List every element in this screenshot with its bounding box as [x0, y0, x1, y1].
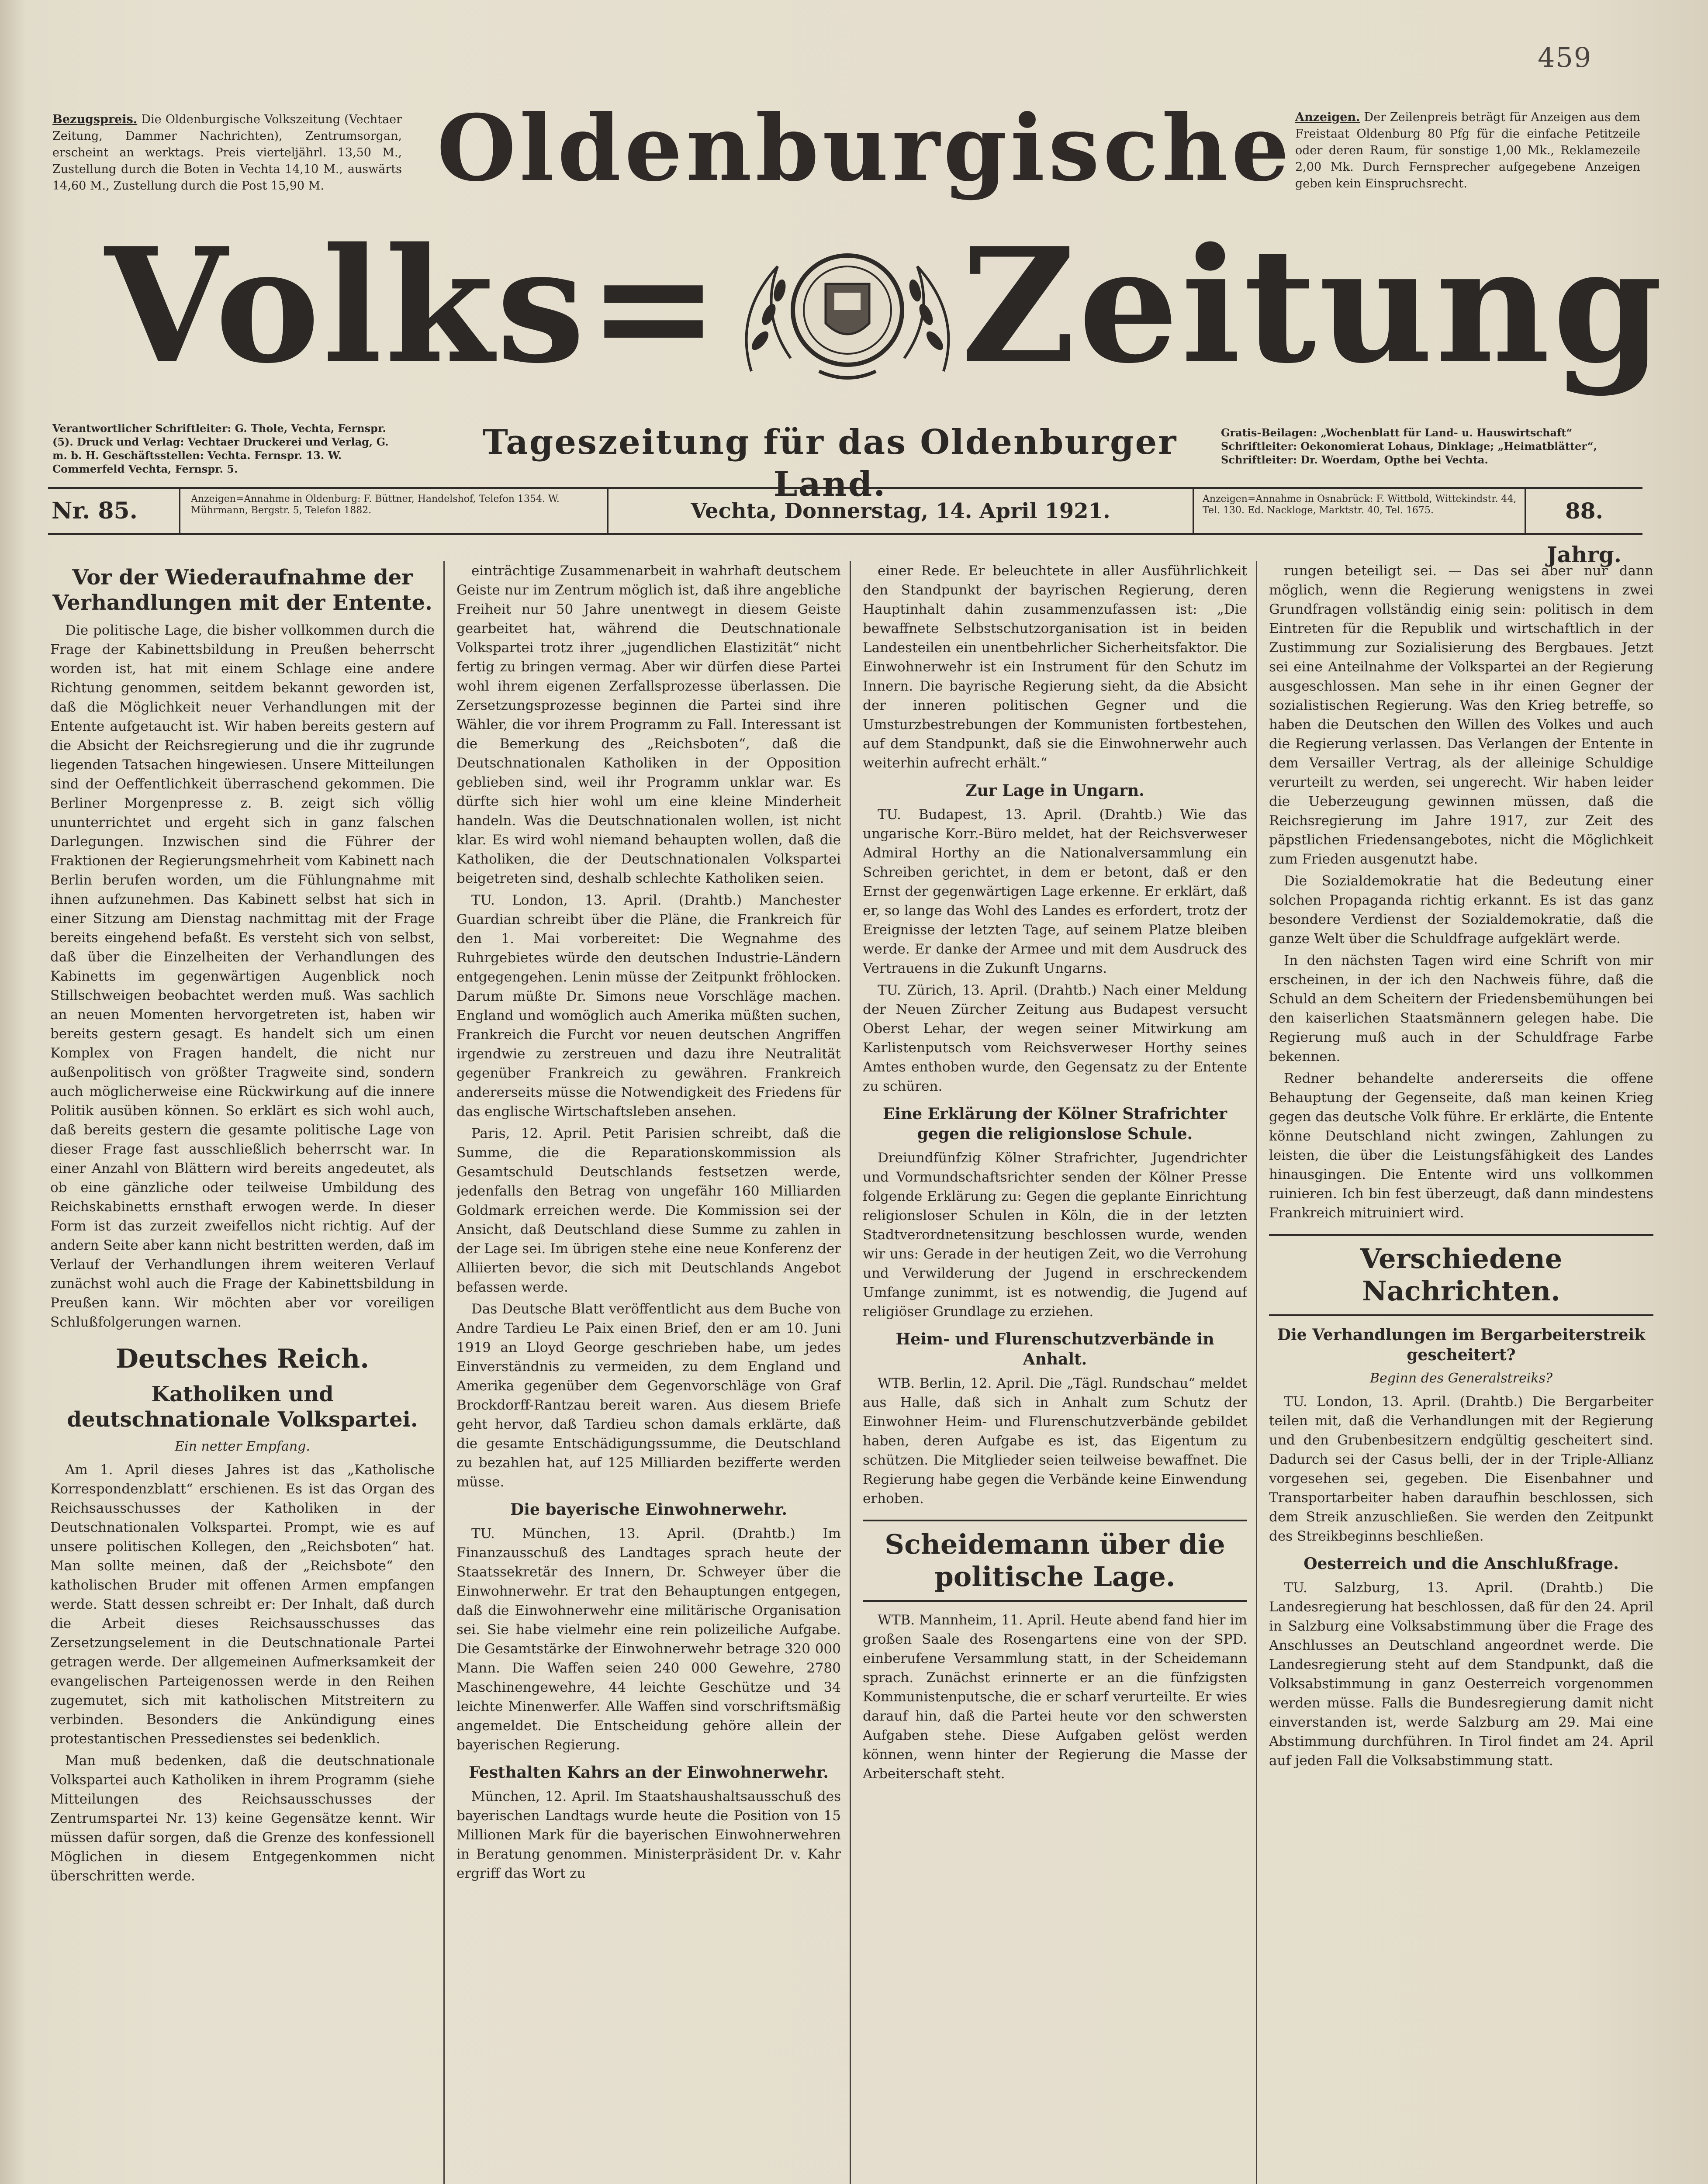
article-paragraph: WTB. Berlin, 12. April. Die „Tägl. Rundschau“ meldet aus Halle, daß sich in Anhalt zum Schutz der Einwohner Heim- und Flurenschutzverbände gebildet haben, deren Aufgabe es ist, das Eigentum zu schützen. Die Mitglieder seien teilweise bewaffnet. Die Regierung habe gegen die Verbände keine Einwendung erhoben. — [863, 1375, 1247, 1507]
article-paragraph: Dreiundfünfzig Kölner Strafrichter, Jugendrichter und Vormundschaftsrichter senden der Kölner Presse folgende Erklärung zu: Gegen die geplante Einrichtung religionsloser Schulen in Köln, die in der letzten Stadtverordnetensitzung beschlossen wurde, wenden wir uns: Gerade in der heutigen Zeit, wo die Verrohung und Verwilderung der Jugend in erschreckendem Umfange zunimmt, ist es notwendig, die Jugend auf religiöser Grundlage zu erziehen. — [863, 1150, 1247, 1320]
article-paragraph: Am 1. April dieses Jahres ist das „Katholische Korrespondenzblatt“ erschienen. Es ist das Organ des Reichsausschusses der Katholiken in der Deutschnationalen Volkspartei. Prompt, wie es auf unsere politischen Kollegen, den „Reichsboten“ hat. Man sollte meinen, daß der „Reichsbote“ den katholischen Bruder mit offenen Armen empfangen werde. Statt dessen schreibt er: Der Inhalt, daß durch die Arbeit dieses Reichsausschusses das Zersetzungselement in die Deutschnationale Partei getragen werde. Der allgemeinen Aufmerksamkeit der evangelischen Parteigenossen werde in den Reihen zugemutet, sich mit katholischen Mitstreitern zu verbinden. Besonders die Ankündigung eines protestantischen Pressedienstes sei bedenklich. — [50, 1462, 435, 1747]
article-paragraph: Man muß bedenken, daß die deutschnationale Volkspartei auch Katholiken in ihrem Programm (siehe Mitteilungen des Reichsausschusses der Zentrumspartei Nr. 13) keine Gegensätze kennt. Wir müssen dafür sorgen, daß die Grenze des konfessionell Möglichen in diesem Entgegenkommen nicht überschritten werde. — [50, 1753, 435, 1884]
column-3 — [863, 561, 1247, 2184]
article-headline: Heim- und Flurenschutzverbände in Anhalt. — [895, 1330, 1214, 1368]
article-paragraph: Die Sozialdemokratie hat die Bedeutung einer solchen Propaganda richtig erkannt. Es ist das ganz besondere Verdienst der Sozialdemokratie, daß die ganze Welt über die Schuldfrage aufgeklärt werde. — [1269, 873, 1653, 947]
article-paragraph: München, 12. April. Im Staatshaushaltsausschuß des bayerischen Landtags wurde heute die Position von 15 Millionen Mark für die bayerischen Einwohnerwehren in Beratung genommen. Ministerpräsident Dr. v. Kahr ergriff das Wort zu — [456, 1789, 841, 1881]
ad-acceptance-oldenburg: Anzeigen=Annahme in Oldenburg: F. Büttner, Handelshof, Telefon 1354. W. Mührmann, Bergstr. 5, Telefon 1882. — [179, 489, 607, 533]
column-2 — [456, 561, 841, 2184]
section-heading: Deutsches Reich. — [115, 1344, 370, 1374]
ads-text: Der Zeilenpreis beträgt für Anzeigen aus dem Freistaat Oldenburg 80 Pfg für die einfache Petitzeile oder deren Raum, für sonstige 1,00 Mk., Reklamezeile 2,00 Mk. Durch Fernsprecher aufgegebene Anzeigen geben kein Einspruchsrecht. — [1295, 111, 1640, 190]
page-number: 459 — [1538, 41, 1592, 73]
article-paragraph: TU. London, 13. April. (Drahtb.) Die Bergarbeiter teilen mit, daß die Verhandlungen mit der Regierung und den Grubenbesitzern endgültig gescheitert sind. Dadurch sei der Casus belli, der in der Triple-Allianz vorgesehen sei, gegeben. Die Eisenbahner und Transportarbeiter haben daraufhin beschlossen, sich dem Streik anzuschließen. Sie werden den Zeitpunkt des Streikbeginns beschließen. — [1269, 1394, 1653, 1544]
masthead-title-top: Oldenburgische — [437, 95, 1293, 202]
article-paragraph: einer Rede. Er beleuchtete in aller Ausführlichkeit den Standpunkt der bayrischen Regierung, deren Hauptinhalt dahin zusammenzufassen ist: „Die bewaffnete Selbstschutzorganisation ist in beiden Landesteilen ein unentbehrlicher Sicherheitsfaktor. Die Einwohnerwehr ist ein Instrument für den Schutz im Innern. Die bayrische Regierung sieht, da die Absicht der inneren politischen Gegner und die Umsturzbestrebungen der Kommunisten fortbestehen, auf dem Standpunkt, daß sie die Einwohnerwehr auch weiterhin aufrecht erhält.“ — [863, 563, 1247, 771]
subscription-price-box — [52, 111, 402, 194]
article-paragraph: TU. München, 13. April. (Drahtb.) Im Finanzausschuß des Landtages sprach heute der Staatssekretär des Innern, Dr. Schweyer über die Einwohnerwehr. Er trat den Behauptungen entgegen, daß die Einwohnerwehr eine militärische Organisation sei. Sie habe vielmehr eine rein polizeiliche Aufgabe. Die Gesamtstärke der Einwohnerwehr betrage 320 000 Mann. Die Waffen seien 240 000 Gewehre, 2780 Maschinengewehre, 44 leichte Geschütze und 34 leichte Minenwerfer. Alle Waffen sind vorschriftsmäßig angemeldet. Die Entscheidung gehöre allein der bayerischen Regierung. — [456, 1526, 841, 1753]
article-headline: Zur Lage in Ungarn. — [965, 781, 1144, 800]
article-headline: Festhalten Kahrs an der Einwohnerwehr. — [469, 1763, 829, 1782]
masthead-tagline: Tageszeitung für das Oldenburger Land. — [482, 422, 1178, 504]
article-paragraph: Die politische Lage, die bisher vollkommen durch die Frage der Kabinettsbildung in Preußen beherrscht worden ist, hat mit einem Schlage eine andere Richtung genommen, seitdem bekannt geworden ist, daß die Möglichkeit neuer Verhandlungen mit der Entente aufgetaucht ist. Wir haben bereits gestern auf die Absicht der Reichsregierung und die ihr zugrunde liegenden Tatsachen hingewiesen. Unsere Mitteilungen sind der Oeffentlichkeit überraschend gekommen. Die Berliner Morgenpresse z. B. zeigt sich völlig ununterrichtet und ergeht sich in ganz falschen Darlegungen. Inzwischen sind die Führer der Fraktionen der Regierungsmehrheit vom Kabinett nach Berlin berufen worden, um die Fühlungnahme mit ihnen aufzunehmen. Das Kabinett selbst hat sich in einer Sitzung am Dienstag nachmittag mit der Frage bereits eingehend befaßt. Es versteht sich von selbst, daß über die Einzelheiten der Verhandlungen des Kabinetts im gegenwärtigen Augenblick noch Stillschweigen beobachtet werden muß. Was sachlich an neuen Momenten hervorgetreten ist, haben wir bereits gestern gesagt. Es handelt sich um einen Komplex von Fragen handelt, die nicht nur außenpolitisch von größter Tragweite sind, sondern auch möglicherweise eine Rückwirkung auf die innere Politik ausüben können. So erklärt es sich wohl auch, daß bereits gestern die gesamte politische Lage von dieser Frage fast ausschließlich beherrscht war. In einer Anzahl von Blättern wird bereits angedeutet, als ob eine gänzliche oder teilweise Umbildung des Reichskabinetts ernsthaft erwogen werde. In dieser Form ist das zurzeit zweifellos nicht richtig. Auf der andern Seite aber kann nicht bestritten werden, daß im Verlauf der Verhandlungen ihrem weiteren Verlauf zunächst wohl auch die Frage der Kabinettsbildung in Preußen kann. Wir möchten aber vor voreiligen Schlußfolgerungen warnen. — [50, 622, 435, 1330]
masthead-title-right: Zeitung — [961, 213, 1666, 398]
advertisement-price-box — [1295, 109, 1640, 192]
column-4 — [1269, 561, 1653, 2184]
article-headline: Eine Erklärung der Kölner Strafrichter gegen die religionslose Schule. — [882, 1105, 1227, 1143]
article-headline-boxed: Scheidemann über die politische Lage. — [863, 1520, 1247, 1602]
editor-info: Verantwortlicher Schriftleiter: G. Thole, Vechta, Fernspr. (5). Druck und Verlag: Vechtaer Druckerei und Verlag, G. m. b. H. Geschäftsstellen: Vechta. Fernspr. 13. W. Commerfeld Vechta, Fernspr. 5. — [52, 422, 389, 475]
article-paragraph: In den nächsten Tagen wird eine Schrift von mir erscheinen, in der ich den Nachweis führe, daß die Schuld an dem Scheitern der Friedensbemühungen bei den kaiserlichen Staatsmännern gelegen habe. Die Regierung muß auch in der Schuldfrage Farbe bekennen. — [1269, 953, 1653, 1064]
article-paragraph: Redner behandelte andererseits die offene Behauptung der Gegenseite, daß man keinen Krieg gegen das deutsche Volk führe. Er erklärte, die Entente könne Deutschland nicht zwingen, Zahlungen zu leisten, die über die Leistungsfähigkeit des Landes hinausgingen. Die Entente wird uns vollkommen ruinieren. Ich bin fest überzeugt, daß dann mindestens Frankreich mitruiniert wird. — [1269, 1071, 1653, 1221]
article-headline: Vor der Wiederaufnahme der Verhandlungen mit der Entente. — [52, 565, 432, 615]
issue-date: Vechta, Donnerstag, 14. April 1921. — [607, 489, 1193, 533]
supplement-info: Gratis-Beilagen: „Wochenblatt für Land- u. Hauswirtschaft“ Schriftleiter: Oekonomierat Lohaus, Dinklage; „Heimatblätter“, Schriftleiter: Dr. Woerdam, Opthe bei Vechta. — [1221, 426, 1597, 466]
article-headline: Oesterreich und die Anschlußfrage. — [1303, 1555, 1619, 1573]
article-paragraph: TU. Zürich, 13. April. (Drahtb.) Nach einer Meldung der Neuen Zürcher Zeitung aus Budapest versucht Oberst Lehar, der wegen seiner Mitwirkung am Karlistenputsch vom Reichsverweser Horthy seines Amtes enthoben wurde, den Gegensatz zu der Entente zu schüren. — [863, 982, 1247, 1094]
masthead-title-left: Volks= — [105, 213, 722, 398]
section-heading-boxed: Verschiedene Nachrichten. — [1269, 1234, 1653, 1316]
article-paragraph: rungen beteiligt sei. — Das sei aber nur dann möglich, wenn die Regierung wenigstens in zwei Grundfragen vollständig einig sein: politisch in dem Eintreten für die Republik und wirtschaftlich in der Zustimmung zur Sozialisierung des Bergbaues. Jetzt sei eine Anteilnahme der Volkspartei an der Regierung ausgeschlossen. Man sehe in ihr einen Gegner der sozialistischen Regierung. Was den Krieg betreffe, so haben die Deutschen den Willen des Volkes und auch die Regierung verlassen. Das Verlangen der Entente in dem Versailler Vertrag, als der alleinige Schuldige verurteilt zu werden, sei ungerecht. Wir haben leider die Ueberzeugung gewinnen müssen, daß die Reichsregierung im Jahre 1917, zur Zeit des päpstlichen Friedensangebotes, nicht die Möglichkeit zum Frieden ausgenutzt habe. — [1269, 563, 1653, 867]
issue-number: Nr. 85. — [52, 498, 138, 524]
article-headline: Katholiken und deutschnationale Volkspartei. — [67, 1382, 418, 1432]
article-paragraph: einträchtige Zusammenarbeit in wahrhaft deutschem Geiste nur im Zentrum möglich ist, daß ihre angebliche Freiheit nur 50 Jahre unentwegt in diesem Geiste gearbeitet hat, während die Deutschnationale Volkspartei trotz ihrer „jugendlichen Elastizität“ nicht fertig zu bringen vermag. Aber wir dürfen diese Partei wohl ihrem eigenen Zerfallsprozesse überlassen. Die Zersetzungsprozesse beginnen die Partei sind ihre Wähler, die vor ihrem Programm zu Fall. Interessant ist die Bemerkung des „Reichsboten“, daß die Deutschnationalen Katholiken in der Opposition geblieben sind, weil ihr Programm unklar war. Es dürfte sich hier wohl um eine kleine Minderheit handeln. Was die Deutschnationalen wollen, ist nicht klar. Es wird wohl niemand behaupten wollen, daß die Katholiken, die der Deutschnationalen Volkspartei beigetreten sind, deshalb schlechte Katholiken seien. — [456, 563, 841, 886]
price-text: Die Oldenburgische Volkszeitung (Vechtaer Zeitung, Dammer Nachrichten), Zentrumsorgan, erscheint an werktags. Preis vierteljährl. 13,50 M., Zustellung durch die Boten in Vechta 14,10 M., auswärts 14,60 M., Zustellung durch die Post 15,90 M. — [52, 113, 402, 193]
price-label: Bezugspreis. — [52, 113, 138, 126]
column-rule — [443, 561, 445, 2184]
article-paragraph: Das Deutsche Blatt veröffentlicht aus dem Buche von Andre Tardieu Le Paix einen Brief, den er am 10. Juni 1919 an Lloyd George geschrieben habe, um jedes Einverständnis zu vermeiden, zu dem England und Amerika gegenüber dem Gegenvorschläge von Graf Brockdorff-Rantzau bereit waren. Aus diesem Briefe geht hervor, daß Tardieu schon damals erklärte, daß die gesamte Entschädigungssumme, die Deutschland zu bezahlen hat, auf 125 Milliarden bezifferte werden müsse. — [456, 1301, 841, 1490]
column-rule — [1256, 561, 1257, 2184]
article-subheading: Ein netter Empfang. — [175, 1439, 310, 1454]
column-1 — [50, 561, 435, 2184]
article-paragraph: TU. London, 13. April. (Drahtb.) Manchester Guardian schreibt über die Pläne, die Frankreich für den 1. Mai vorbereitet: Die Wegnahme des Ruhrgebietes würde den deutschen Industrie-Ländern entgegengehen. Lenin müsse der Zeitpunkt fröhlocken. Darum müßte Dr. Simons neue Vorschläge machen. England und womöglich auch Amerika müßten suchen, Frankreich die Furcht vor neuen deutschen Angriffen irgendwie zu zerstreuen und dazu ihre Neutralität gegenüber Frankreich zu gewähren. Frankreich andererseits müsse die Notwendigkeit des Friedens für das englische Wirtschaftsleben ansehen. — [456, 892, 841, 1120]
article-paragraph: Paris, 12. April. Petit Parisien schreibt, daß die Summe, die die Reparationskommission als Gesamtschuld Deutschlands festsetzen werde, jedenfalls den Betrag von ungefähr 160 Milliarden Goldmark erreichen werde. Die Kommission sei der Ansicht, daß Deutschland diese Summe zu zahlen in der Lage sei. Im übrigen stehe eine neue Konferenz der Alliierten bevor, die sich mit Deutschlands Angebot befassen werde. — [456, 1126, 841, 1295]
column-rule — [850, 561, 851, 2184]
article-headline: Die bayerische Einwohnerwehr. — [510, 1500, 787, 1519]
ads-label: Anzeigen. — [1295, 111, 1360, 124]
ad-acceptance-osnabrueck: Anzeigen=Annahme in Osnabrück: F. Wittbold, Wittekindstr. 44, Tel. 130. Ed. Nackloge, Marktstr. 40, Tel. 1675. — [1193, 489, 1525, 533]
volume-year: 88. Jahrg. — [1525, 489, 1642, 533]
article-paragraph: TU. Salzburg, 13. April. (Drahtb.) Die Landesregierung hat beschlossen, daß für den 24. April in Salzburg eine Volksabstimmung über die Frage des Anschlusses an Deutschland angeordnet werde. Die Landesregierung steht auf dem Standpunkt, daß die Volksabstimmung in ganz Oesterreich vorgenommen werden müsse. Falls die Bundesregierung damit nicht einverstanden ist, werde Salzburg am 29. Mai eine Abstimmung durchführen. In Tirol findet am 24. April auf jeden Fall die Volksabstimmung statt. — [1269, 1580, 1653, 1769]
dateline-bar — [48, 487, 1642, 567]
article-subheading: Beginn des Generalstreiks? — [1369, 1371, 1553, 1386]
coat-of-arms-emblem — [725, 227, 970, 393]
article-headline: Die Verhandlungen im Bergarbeiterstreik gescheitert? — [1277, 1326, 1646, 1364]
article-paragraph: TU. Budapest, 13. April. (Drahtb.) Wie das ungarische Korr.-Büro meldet, hat der Reichsverweser Admiral Horthy an die Nationalversammlung ein Schreiben gerichtet, in dem er betont, daß er den Ernst der gegenwärtigen Lage erkenne. Er erklärt, daß er, so lange das Wohl des Landes es erfordert, trotz der Ereignisse der letzten Tage, auf seinem Platze bleiben werde. Er danke der Armee und mit dem Ausdruck des Vertrauens in die Zukunft Ungarns. — [863, 807, 1247, 976]
article-paragraph: WTB. Mannheim, 11. April. Heute abend fand hier im großen Saale des Rosengartens eine von der SPD. einberufene Versammlung statt, in der Scheidemann sprach. Zunächst erinnerte er an die fünfzigsten Kommunistenputsche, die er scharf verurteilte. Er wies darauf hin, daß die Partei heute vor den schwersten Aufgaben stehe. Diese Aufgaben gelöst werden können, wenn hinter der Regierung die Masse der Arbeiterschaft steht. — [863, 1612, 1247, 1782]
